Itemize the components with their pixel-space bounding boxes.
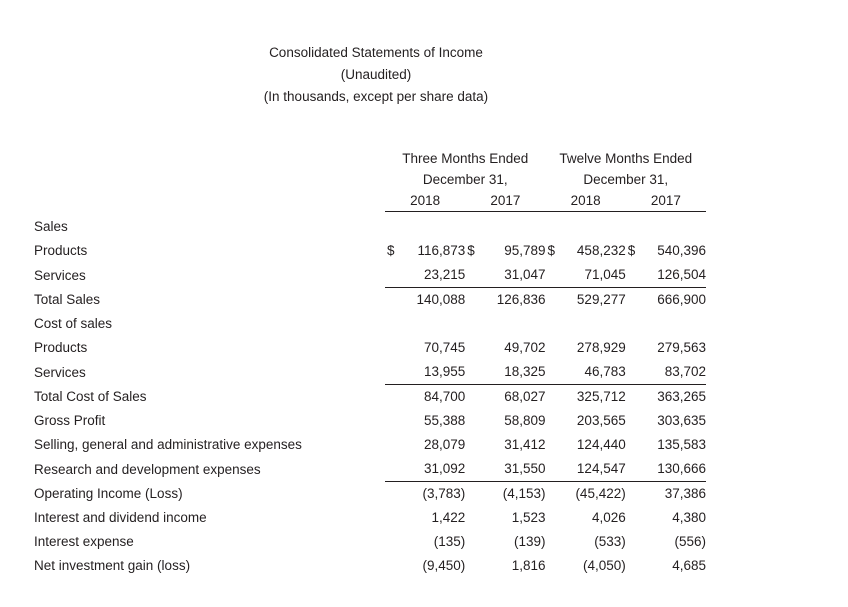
currency-symbol: $ <box>547 243 556 258</box>
value-text: (135) <box>433 534 466 549</box>
table-row <box>34 360 706 385</box>
value-text: 1,422 <box>431 510 466 525</box>
header-year-q-2017: 2017 <box>465 190 545 212</box>
value-text: 279,563 <box>657 340 706 355</box>
value-cell <box>626 312 706 336</box>
value-text: 1,816 <box>511 558 546 573</box>
value-cell <box>385 433 465 457</box>
value-cell <box>546 409 626 433</box>
value-text: 4,380 <box>672 510 706 525</box>
value-text: 363,265 <box>657 389 706 404</box>
value-text: (3,783) <box>422 486 466 501</box>
value-text: 4,685 <box>672 558 706 573</box>
value-cell <box>465 530 545 554</box>
value-text: (139) <box>513 534 546 549</box>
value-cell <box>626 360 706 385</box>
row-label: Net investment gain (loss) <box>34 558 191 573</box>
header-year-q-2018: 2018 <box>385 190 465 212</box>
row-label: Products <box>34 340 88 355</box>
value-cell <box>546 530 626 554</box>
value-cell <box>626 554 706 578</box>
table-row <box>34 433 706 457</box>
header-group-twelve-months: Twelve Months Ended <box>559 151 693 166</box>
value-cell <box>385 263 465 288</box>
value-text: 4,026 <box>591 510 626 525</box>
row-label: Gross Profit <box>34 413 106 428</box>
value-text: (4,153) <box>502 486 546 501</box>
value-cell <box>385 554 465 578</box>
value-text: 126,504 <box>657 267 706 282</box>
value-text: 31,047 <box>504 267 546 282</box>
value-text: (4,050) <box>582 558 626 573</box>
value-text: 37,386 <box>664 486 706 501</box>
header-year-y-2018: 2018 <box>546 190 626 212</box>
value-text: 23,215 <box>423 267 466 282</box>
value-text: 116,873 <box>417 243 466 258</box>
value-text: 70,745 <box>423 340 466 355</box>
value-cell <box>626 215 706 239</box>
table-header <box>34 148 706 215</box>
value-text: 1,523 <box>511 510 546 525</box>
header-date-three-months: December 31, <box>422 172 508 187</box>
value-cell <box>385 336 465 360</box>
table-row <box>34 482 706 507</box>
header-blank-cell <box>34 148 385 169</box>
value-cell <box>385 239 465 263</box>
row-label: Operating Income (Loss) <box>34 486 183 501</box>
value-cell <box>546 482 626 507</box>
value-cell <box>465 288 545 313</box>
table-row <box>34 239 706 263</box>
value-cell <box>465 360 545 385</box>
row-label: Interest expense <box>34 534 134 549</box>
value-cell <box>626 409 706 433</box>
value-cell <box>546 457 626 482</box>
table-row <box>34 385 706 410</box>
value-cell <box>626 336 706 360</box>
value-text: 130,666 <box>657 461 706 476</box>
value-text: 529,277 <box>576 292 626 307</box>
value-text: (45,422) <box>575 486 626 501</box>
value-text: 458,232 <box>576 243 626 258</box>
table-row <box>34 457 706 482</box>
value-cell <box>465 506 545 530</box>
value-cell <box>546 215 626 239</box>
value-cell <box>626 457 706 482</box>
value-cell <box>465 457 545 482</box>
value-text: 303,635 <box>657 413 706 428</box>
value-cell <box>465 263 545 288</box>
header-blank-cell-2 <box>34 169 385 190</box>
value-cell <box>465 409 545 433</box>
value-text: 84,700 <box>423 389 466 404</box>
value-cell <box>385 360 465 385</box>
value-cell <box>465 482 545 507</box>
table-row <box>34 506 706 530</box>
value-cell <box>385 530 465 554</box>
value-text: 124,547 <box>576 461 626 476</box>
row-label: Cost of sales <box>34 316 113 331</box>
row-label: Products <box>34 243 88 258</box>
value-text: 58,809 <box>504 413 546 428</box>
value-cell <box>465 433 545 457</box>
table-row <box>34 263 706 288</box>
header-group-row-2 <box>34 169 706 190</box>
table-row <box>34 312 706 336</box>
table-body <box>34 215 706 578</box>
value-cell <box>626 433 706 457</box>
row-label: Research and development expenses <box>34 461 261 477</box>
value-cell <box>546 385 626 410</box>
header-group-row-1 <box>34 148 706 169</box>
table-row <box>34 336 706 360</box>
value-text: 126,836 <box>496 292 546 307</box>
value-cell <box>465 385 545 410</box>
value-text: 278,929 <box>576 340 626 355</box>
value-text: 540,396 <box>657 243 706 258</box>
row-label: Services <box>34 364 86 380</box>
table-row <box>34 288 706 313</box>
value-cell <box>465 336 545 360</box>
value-text: (9,450) <box>422 558 466 573</box>
row-label: Sales <box>34 219 68 234</box>
value-cell <box>546 312 626 336</box>
table-row <box>34 215 706 239</box>
value-cell <box>546 360 626 385</box>
currency-symbol: $ <box>627 243 636 258</box>
value-text: 49,702 <box>504 340 546 355</box>
value-cell <box>465 554 545 578</box>
value-text: 68,027 <box>504 389 546 404</box>
row-label: Total Sales <box>34 292 101 307</box>
value-text: 31,550 <box>504 461 546 476</box>
header-group-three-months: Three Months Ended <box>402 151 529 166</box>
value-text: 71,045 <box>584 267 626 282</box>
value-cell <box>626 385 706 410</box>
value-cell <box>626 530 706 554</box>
value-cell <box>626 482 706 507</box>
income-statement-table <box>34 148 706 578</box>
row-label: Services <box>34 267 86 283</box>
value-cell <box>626 288 706 313</box>
currency-symbol: $ <box>467 243 475 258</box>
value-text: 95,789 <box>504 243 546 258</box>
value-cell <box>546 288 626 313</box>
value-text: 325,712 <box>576 389 626 404</box>
document-title-block <box>0 0 752 108</box>
value-text: 140,088 <box>416 292 466 307</box>
value-text: 55,388 <box>423 413 466 428</box>
value-text: 83,702 <box>664 364 706 379</box>
row-label: Selling, general and administrative expenses <box>34 437 302 452</box>
row-label: Total Cost of Sales <box>34 389 147 404</box>
value-text: 124,440 <box>576 437 626 452</box>
row-label: Interest and dividend income <box>34 510 207 525</box>
value-cell <box>385 457 465 482</box>
value-cell <box>546 554 626 578</box>
value-cell <box>546 506 626 530</box>
value-cell <box>546 239 626 263</box>
value-text: (556) <box>674 534 706 549</box>
title-line-1: Consolidated Statements of Income <box>269 45 483 60</box>
currency-symbol: $ <box>387 243 395 258</box>
value-cell <box>626 263 706 288</box>
value-cell <box>385 385 465 410</box>
value-text: 31,092 <box>423 461 466 476</box>
header-date-twelve-months: December 31, <box>583 172 669 187</box>
value-text: (533) <box>594 534 626 549</box>
value-cell <box>385 482 465 507</box>
value-text: 13,955 <box>423 364 466 379</box>
value-text: 18,325 <box>504 364 546 379</box>
value-text: 135,583 <box>657 437 706 452</box>
value-cell <box>465 215 545 239</box>
value-text: 28,079 <box>423 437 466 452</box>
value-text: 46,783 <box>584 364 626 379</box>
value-cell <box>385 506 465 530</box>
value-cell <box>626 239 706 263</box>
title-line-2: (Unaudited) <box>340 67 412 82</box>
value-cell <box>546 433 626 457</box>
header-blank-cell-3 <box>34 190 385 212</box>
value-cell <box>385 409 465 433</box>
table-row <box>34 530 706 554</box>
value-cell <box>385 288 465 313</box>
value-cell <box>385 215 465 239</box>
value-cell <box>465 312 545 336</box>
value-cell <box>546 336 626 360</box>
value-cell <box>546 263 626 288</box>
table-row <box>34 409 706 433</box>
value-cell <box>385 312 465 336</box>
header-year-row <box>34 190 706 212</box>
value-text: 203,565 <box>576 413 626 428</box>
value-text: 31,412 <box>504 437 546 452</box>
title-line-3: (In thousands, except per share data) <box>263 89 489 104</box>
value-text: 666,900 <box>657 292 706 307</box>
header-year-y-2017: 2017 <box>626 190 706 212</box>
value-cell <box>465 239 545 263</box>
value-cell <box>626 506 706 530</box>
table-row <box>34 554 706 578</box>
